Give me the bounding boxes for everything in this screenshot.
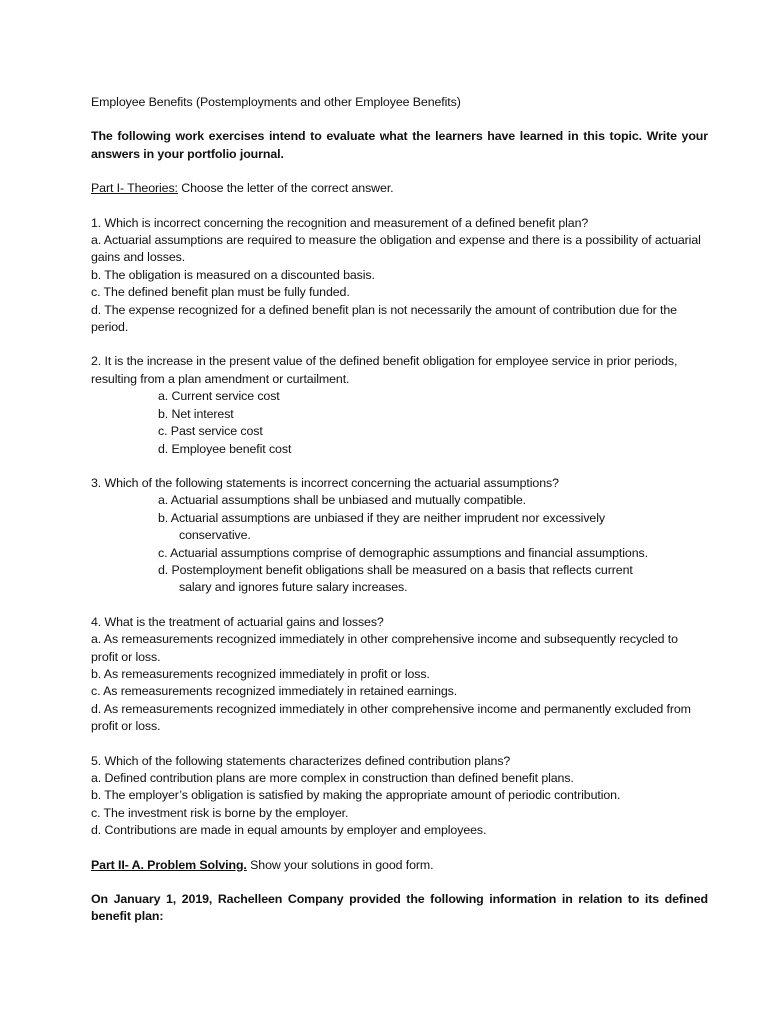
choice-c: c. The defined benefit plan must be fully funded.: [91, 285, 350, 300]
question-stem: 4. What is the treatment of actuarial gains and losses?: [91, 614, 384, 629]
choice-d: d. The expense recognized for a defined benefit plan is not necessarily the amount of contribution due for the period.: [91, 302, 677, 335]
question-2: [91, 353, 708, 457]
question-4: [91, 614, 708, 736]
document-title: Employee Benefits (Postemployments and other Employee Benefits): [91, 95, 461, 109]
choice-b-continued: conservative.: [179, 528, 251, 543]
choice-b: b. Actuarial assumptions are unbiased if they are neither imprudent nor excessively: [158, 510, 605, 525]
choice-d: d. As remeasurements recognized immediately in other comprehensive income and permanently excluded from profit or loss.: [91, 701, 691, 734]
question-1: [91, 215, 708, 337]
choice-c: c. The investment risk is borne by the employer.: [91, 805, 349, 820]
question-stem: 2. It is the increase in the present value of the defined benefit obligation for employee service in prior periods, resulting from a plan amendment or curtailment.: [91, 354, 678, 386]
part2-text: Show your solutions in good form.: [246, 857, 434, 872]
part2-line: [91, 857, 708, 874]
question-3: [91, 475, 708, 597]
choice-c: c. Past service cost: [158, 424, 263, 439]
choice-b: b. The employer’s obligation is satisfied by making the appropriate amount of periodic contribution.: [91, 788, 621, 803]
instructions: The following work exercises intend to evaluate what the learners have learned in this topic. Write your answers in your portfolio journal.: [91, 129, 708, 161]
choice-a: a. Actuarial assumptions are required to measure the obligation and expense and there is a possibility of actuarial gains and losses.: [91, 233, 701, 265]
part1-heading: Part I- Theories:: [91, 181, 178, 196]
choice-d-continued: salary and ignores future salary increases.: [179, 580, 408, 595]
choice-c: c. Actuarial assumptions comprise of demographic assumptions and financial assumptions.: [158, 545, 648, 560]
choice-d: d. Contributions are made in equal amounts by employer and employees.: [91, 823, 487, 838]
question-stem: 5. Which of the following statements characterizes defined contribution plans?: [91, 753, 511, 768]
question-stem: 3. Which of the following statements is incorrect concerning the actuarial assumptions?: [91, 475, 559, 490]
problem-intro: On January 1, 2019, Rachelleen Company provided the following information in relation to its defined benefit plan:: [91, 892, 708, 924]
question-5: [91, 753, 708, 840]
part1-line: [91, 180, 708, 197]
part1-text: Choose the letter of the correct answer.: [177, 181, 394, 196]
choice-d: d. Postemployment benefit obligations shall be measured on a basis that reflects current: [158, 562, 633, 577]
question-stem: 1. Which is incorrect concerning the recognition and measurement of a defined benefit plan?: [91, 215, 589, 230]
choice-b: b. The obligation is measured on a discounted basis.: [91, 267, 375, 282]
choice-b: b. As remeasurements recognized immediately in profit or loss.: [91, 666, 430, 681]
choice-d: d. Employee benefit cost: [158, 441, 292, 456]
choice-c: c. As remeasurements recognized immediately in retained earnings.: [91, 684, 458, 699]
choice-a: a. Actuarial assumptions shall be unbiased and mutually compatible.: [158, 493, 526, 508]
choice-a: a. Current service cost: [158, 389, 280, 404]
choice-a: a. Defined contribution plans are more complex in construction than defined benefit plans.: [91, 771, 574, 785]
choice-a: a. As remeasurements recognized immediately in other comprehensive income and subsequently recycled to profit or loss.: [91, 632, 678, 664]
choice-b: b. Net interest: [158, 406, 234, 421]
part2-heading: Part II- A. Problem Solving.: [91, 857, 247, 872]
